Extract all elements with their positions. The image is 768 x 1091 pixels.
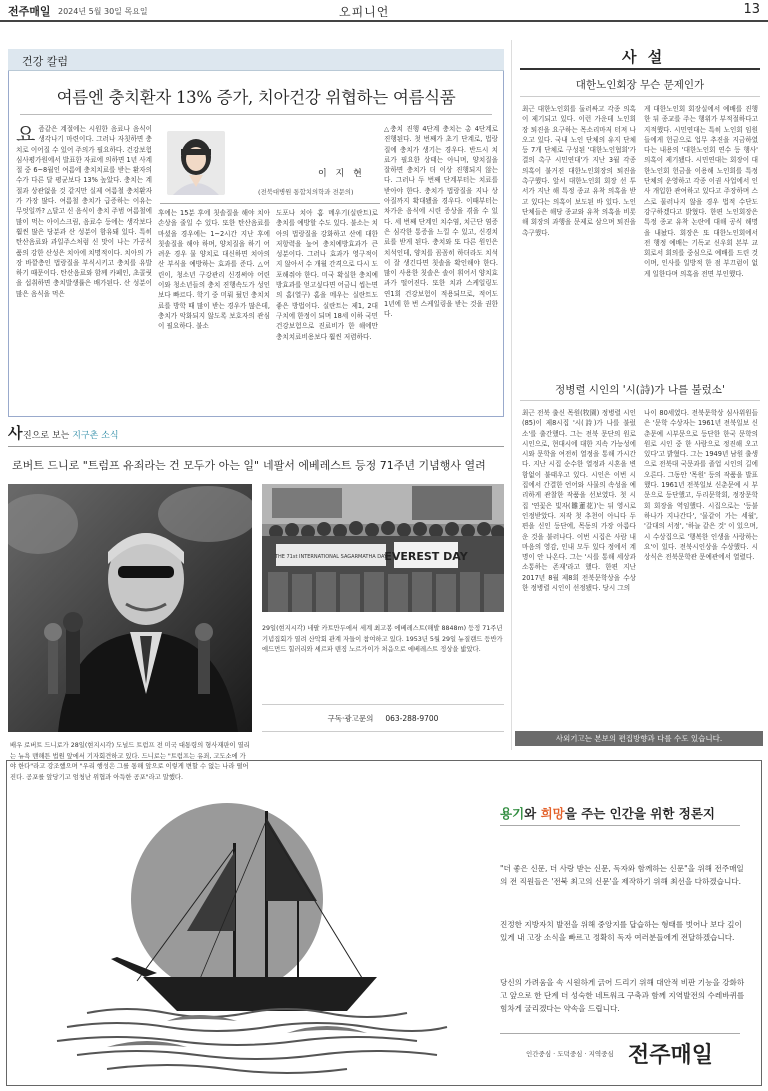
divider: [8, 446, 504, 447]
contact-number: 063-288-9700: [385, 714, 439, 723]
story-2-banner-text: THE 71st INTERNATIONAL SAGARMATHA DAY: [274, 554, 388, 560]
ad-slogan-and: 와: [524, 806, 541, 821]
masthead-brand: 전주매일: [8, 5, 51, 18]
ad-tagline: 인간중심 · 도덕중심 · 지역중심: [526, 1050, 614, 1058]
editorial-1-col-2: 게 대한노인회 회장실에서 예배를 진행한 뒤 종교를 주는 행위가 부적절하다고 지적했다. 시민연대는 특히 노인회 임원들에게 헌금으로 업무 추진을 지금하였다는 내용의 '대한노인회 연수 등 행사' 의혹이 제기됐다. 시민연대는 회장이 대한노인회 헌금을 이용해 노인회를 특정 단체의 운영하고 각종 이권 사업에서 인사 개입한 관여하고 있다고 주장하며 스스로 물러나지 않을 경우 법적 수단도 강구하겠다고 밝혔다. 한편 노인회장은 특정 종교 유착 논란에 대해 공식 해명을 내놨다. 회장은 또 대한노인회에서 전 행정 예배는 기독교 신우회 본부 교회로서 회의를 중심으로 예배를 드린 것이며, 인사를 일방적 한 점 부끄럼이 없게 일한다며 의혹을 전면 부인했다.: [644, 105, 758, 278]
story-2-photo: [262, 484, 504, 612]
ship-illustration: [47, 781, 467, 1081]
editorial-title-1: 대한노인회장 무슨 문제인가: [575, 79, 705, 91]
editorial-disclaimer: 사외기고는 본보의 편집방향과 다를 수도 있습니다.: [515, 731, 763, 746]
contact-label: 구독·광고문의: [327, 714, 374, 723]
editorial-2-col-2: 나이 80세였다. 전북문학상 심사위원들은 '문학 수상자는 1961년 전북일보 신춘문예 시부문으로 등단한 한국 문학의 원로 시인 중 한 사람으로 정진해 오고 있다'고 밝혔다. 그는 1949년 남원 출생으로 전북대 국문과를 졸업 시인의 길에 오른다. 그동안 '목원' 등의 작품을 발표했다. 1961년 전북일보 신춘문예 시 부문으로 등단했고, 두리문학회, 정장문학회 회장을 역임했다. 시집으로는 '등불 하나가 지나간다', '물같이 가는 세월', '갈대의 서정', '하늘 같은 것' 이 있으며, 시 수상집으로 '행복한 인생을 사랑하는 요'이 있다. 전북시인상을 수상했다. 시상식은 전북문학관 문예관에서 열렸다.: [644, 409, 758, 562]
ad-paragraph-2: 진정한 지방자치 발전을 위해 중앙지를 답습하는 형태를 벗어나 보다 깊이 있게 내 고장 소식을 빠르고 정확히 독자 여러분들에게 전달하겠습니다.: [500, 920, 742, 943]
health-col-3: 도포나 치아 홈 메우기(실란트)로 충치를 예방할 수도 있다. 불소는 치아의 법랑질을 강화하고 산에 대한 저항력을 높여 충치예방효과가 큰 성분이다. 그러나 효과가 영구적이지 않아서 수 개월 간격으로 다시 도포해줘야 한다. 미국 확실한 충치예방효과를 얻고싶다면 어금니 씹는면의 홈(열구) 홈을 메우는 실란트도 좋은 방법이다. 실란트는 제1, 2대구치에 한정이 되며 18세 이하 국민건강보험으로 진료비가 한 해에만 충치치료비용보다 훨씬 저렴하다.: [276, 209, 378, 341]
author-name: 이 지 현: [318, 169, 365, 179]
ad-paragraph-1: "더 좋은 신문, 더 사랑 받는 신문, 독자와 함께하는 신문"을 위해 전주매일의 전 직원들은 '전북 최고의 신문'을 제작하기 위해 최선을 다하겠습니다.: [500, 864, 744, 887]
section-title: 오피니언: [339, 5, 390, 19]
ad-paragraph-3: 당신의 가려움을 속 시원하게 긁어 드리기 위해 대안적 비판 기능을 강화하고 앞으로 한 단계 더 성숙한 네트워크 구축과 함께 지역발전의 수레바퀴를 힘차게 굴리겠다는 약속을 드립니다.: [500, 978, 745, 1014]
divider: [20, 114, 492, 115]
subscription-contact: [262, 704, 504, 732]
photo-news-heading: [23, 428, 119, 441]
page-number: 13: [743, 2, 760, 17]
story-1-photo: [8, 484, 252, 732]
health-col-1: [16, 124, 152, 414]
editorial-1-col-1: 최근 대한노인회를 둘러싸고 각종 의혹이 제기되고 있다. 이런 가운데 노인회장 퇴진을 요구하는 목소리마저 터져 나오고 있다. 국내 노인 단체의 유지 단체 등 7개 단체로 구성된 '대한노인협회'가 결의 촉구 시민연대'가 지난 3월 각종 의혹이 불거진 대한노인회장의 퇴진을 촉구했다. 앞서 대한노인회 회장 선 투서가 지난 해 특정 종교 유착 의혹을 받고 있다는 의혹이 보도된 바 있다. 노인 단체들은 해당 종교와 유착 의혹을 비롯해 회장의 과행을 문제로 삼으며 퇴진을 촉구했다.: [522, 105, 636, 237]
divider: [500, 1033, 740, 1034]
ad-logo: 전주매일: [628, 1043, 714, 1068]
story-1-title: 로버트 드니로 "트럼프 유죄라는 건 모두가 아는 일": [12, 459, 260, 472]
editorial-2-col-1: 최근 전북 출신 목원(牧園) 정병렬 시인(85)이 제8시집 '시(詩)가 나를 불렀소'를 출간했다. 그는 전북 문단의 원로 시인으로, 현대시에 대한 지속 가능성에 시와 문학을 여전히 열정을 통해 가시간다. 지난 시집 순수한 열정과 시혼을 변함없이 불태우고 있다. 시인은 이번 시집에서 간결한 언어와 사물의 속성을 예리하게 관찰한 작품을 선보였다. 첫 시집 '연꽃은 빛자(雛蓮花)'는 뒤 영시로 인정받았다. 저작 첫 추천이 아니다 두 편을 신인 등단에, 목동의 가장 아름다운 것을 불러나다. 이번 시집은 사람 내 마음의 영감, 인내 모두 있다 정에서 계명이 안 나온다. 그는 '시를 통해 세상과 소통하는 존재'라고 했다. 한편 지난 2017년 8월 제8회 전북문학상을 수상한 정병렬 시인이 선정됐다. 당시 그의: [522, 409, 636, 593]
photo-news-heading-initial: 사: [8, 424, 23, 442]
story-2-title: 네팔서 에베레스트 등정 71주년 기념행사 열려: [263, 459, 486, 472]
author-role: (전북대병원 통합치의학과 전문의): [258, 188, 354, 196]
editorial-label: 사 설: [622, 48, 666, 66]
ad-slogan-hope: 희망: [540, 806, 565, 821]
author-portrait: [167, 131, 225, 195]
ad-slogan-rest: 을 주는 인간을 위한 정론지: [564, 806, 715, 821]
health-col-2: 후에는 15분 후에 칫솔질을 해야 치아손상을 줄일 수 있다. 또한 탄산음료를 마셨을 경우에는 1~2시간 지난 후에 칫솔질을 해야 하며, 양치질을 하기 어려운 경우 물 양치로 대신하면 치아의 산 부식을 예방하는 효과를 준다. △어린이, 청소년 구강관리 신경써야 어린이와 청소년들의 충치 진행속도가 성인보다 빠르다. 학기 중 미뤄 뒀던 충치치료를 방학 때 많이 받는 경우가 많은데, 충치가 악화되지 않도록 보호자의 관심이 필요하다. 불소: [158, 209, 270, 331]
health-col-1-lead: 즘같은 계절에는 시원한 음료나 음식이 생각나기 마련이다. 그러나 자칫하면 충치로 이어질 수 있어 주의가 필요하다.: [16, 125, 152, 154]
divider: [500, 825, 740, 826]
divider: [160, 203, 380, 204]
photo-news-heading-b: 지구촌 소식: [72, 431, 119, 441]
story-1-caption: 배우 로버트 드니로가 28일(현지시각) 도널드 트럼프 전 미국 대통령의 형사재판이 열리는 뉴욕 맨해튼 법원 앞에서 기자회견하고 있다. 드니로는 "트럼프는 유죄, 고도소에 가야 한다"라고 강조했으며 "우리 행성은 그를 통해 앞으로 이렇게 변할 수 없는 나라 떨어진다. 공포를 앞당기고 엄청난 위협과 아득한 공포"라고 말했다.: [10, 742, 250, 781]
story-2-caption: 29일(현지시각) 네팔 카트만두에서 세계 최고봉 에베레스트(해발 8848m) 등정 71주년 기념집회가 열려 산악회 관계 자들이 참여하고 있다. 1953년 5월 29일 뉴질랜드 등반가 에드먼드 힐러리와 셰르파 텐징 노르가이가 처음으로 에베레스트 정상을 밟았다.: [262, 625, 503, 653]
health-col-1-body: 건강보험심사평가원에서 발표한 자료에 의하면 1년 사계절 중 6~8월인 여름에 충치치료를 받는 환자의 수가 다른 달 평균보다 13% 높았다. 충치는 계절과 상관없을 것 같지만 실제 여름철 충치환자가 가장 많다. 여름철 충치가 급증하는 이유는 무엇일까? △달고 신 음식이 충치 주범 여름철에 많이 먹는 아이스크림, 음료수 등에는 생각보다 훨씬 많은 당분과 산 성분이 함유돼 있다. 특히 탄산음료와 과일주스처럼 신 맛이 나는 가공식품의 강한 산성은 치아에 치명적이다. 치아의 가장 바깥층인 법랑질을 부식시키고 충치를 유발하기 때문이다. 탄산음료와 함께 카페인, 초콜릿을 섭취하면 충치발생률은 배가된다. 산 성분이 많은 음식을 먹은: [16, 145, 152, 298]
story-2-everest-sign: EVEREST DAY: [384, 550, 468, 563]
divider: [520, 400, 760, 401]
health-col-4: △충치 진행 4단계 충치는 총 4단계로 진행된다. 첫 번째가 초기 단계로, 법랑질에 충치가 생기는 경우다. 반드시 치료가 필요한 상태는 아니며, 양치질을 잘하면 충치가 더 이상 진행되지 않는다. 그러나 두 번째 단계부터는 치료를 받아야 한다. 충치가 법랑질을 지나 상아질까지 확대됐을 경우다. 이때부터는 차가운 음식에 시린 증상을 겪을 수 있다. 세 번째 단계인 치수염, 치근단 염증은 심각한 통증을 느낄 수 있고, 신경치료를 받게 된다. 충치와 또 다른 원인은 치석인데, 양치를 꼼꼼히 하더라도 치석이 잘 생긴다면 칫솔을 확인해야 한다. 많이 사용한 칫솔은 솔이 휘어서 양치효과가 떨어진다. 또한 치과 스케일링도 연1회 건강보험이 적용되므로, 적어도 1년에 한 번 스케일링을 받는 것을 권한다.: [384, 125, 498, 319]
page-header: [0, 0, 768, 22]
issue-date: 2024년 5월 30일 목요일: [58, 7, 148, 16]
divider: [520, 96, 760, 97]
health-column-tag: [8, 49, 504, 71]
editorial-title-2: 정병렬 시인의 '시(詩)가 나를 불렀소': [555, 384, 725, 396]
divider: [520, 68, 760, 70]
ad-slogan-courage: 용기: [500, 806, 525, 821]
health-tag-label: 건강 칼럼: [22, 55, 69, 68]
dropcap: 요: [16, 124, 36, 146]
photo-news-heading-a: 진으로 보는: [23, 431, 73, 441]
ad-slogan: [500, 804, 715, 822]
column-divider: [511, 40, 512, 750]
health-headline: 여름엔 충치환자 13% 증가, 치아건강 위협하는 여름식품: [56, 88, 456, 107]
